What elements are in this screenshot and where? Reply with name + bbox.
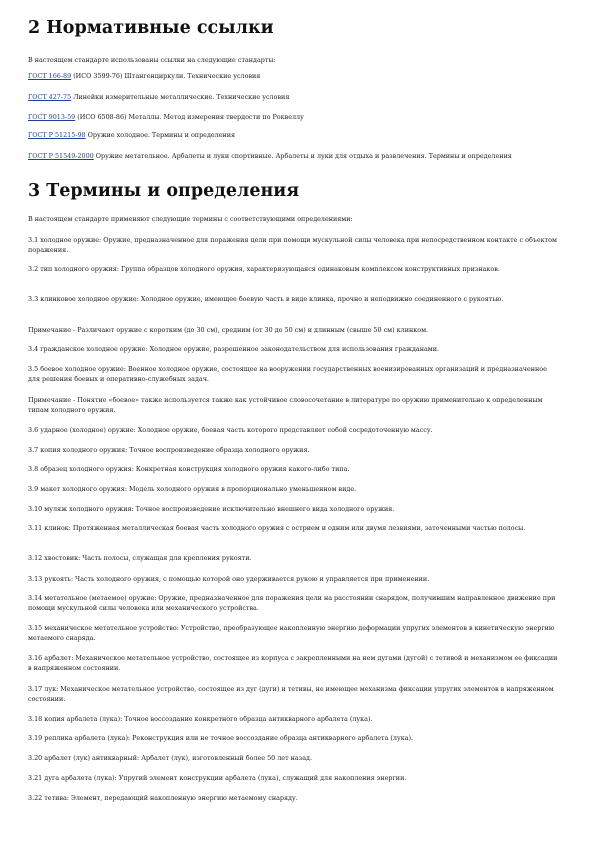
term-definition: 3.1 холодное оружие: Оружие, предназначенное для поражения цели при помощи мускульной силы человека при непосредственном контакте с объектом поражения. [28,236,557,254]
term-definition: 3.15 механическое метательное устройство: Устройство, преобразующее накопленную энергию деформации упругих элементов в кинетическую энергию метаемого снаряда. [28,624,555,642]
term-definition: 3.9 макет холодного оружия: Модель холодного оружия в пропорционально уменьшенном виде. [28,485,357,493]
term-definition: 3.22 тетива: Элемент, передающий накопленную энергию метаемому снаряду. [28,794,298,802]
reference-description: Оружие метательное. Арбалеты и луки спортивные. Арбалеты и луки для отдыха и развлечения. Термины и определения [93,152,512,160]
reference-link[interactable]: ГОСТ 427-75 [28,93,72,101]
term-definition: 3.3 клинковое холодное оружие: Холодное оружие, имеющее боевую часть в виде клинка, прочно и неподвижно соединенного с рукоятью. [28,295,504,303]
term-definition: 3.11 клинок: Протяженная металлическая боевая часть холодного оружия с острием и одним или двумя лезвиями, заточенными частью полосы. [28,524,526,532]
term-definition: 3.21 дуга арбалета (лука): Упругий элемент конструкции арбалета (лука), служащий для накопления энергии. [28,774,407,782]
reference-item [28,93,560,103]
term-definition: 3.14 метательное (метаемое) оружие: Оружие, предназначенное для поражения цели на расстоянии снарядом, получившим направленное движение при помощи мускульной силы человека или механического устройства. [28,594,556,612]
reference-item [28,113,560,123]
term-definition: 3.10 муляж холодного оружия: Точное воспроизведение исключительно внешнего вида холодного оружия. [28,505,395,513]
reference-description: (ИСО 3599-76) Штангенциркули. Технические условия [71,72,261,80]
reference-description: Линейки измерительные металлические. Технические условия [71,93,290,101]
term-definition: 3.13 рукоять: Часть холодного оружия, с помощью которой оно удерживается рукою и управляется при применении. [28,575,430,583]
term-definition: 3.6 ударное (холодное) оружие: Холодное оружие, боевая часть которого представляет собой сосредоточенную массу. [28,426,433,434]
term-definition: 3.16 арбалет: Механическое метательное устройство, состоящее из корпуса с закрепленными на нем дугами (дугой) с тетивой и механизмом ее фиксации в напряженном состоянии. [28,654,558,672]
section-3-heading: 3 Термины и определения [28,181,300,201]
term-definition: 3.18 копия арбалета (лука): Точное воссоздание конкретного образца антикварного арбалета (лука). [28,715,373,723]
term-definition: 3.17 лук: Механическое метательное устройство, состоящее из дуг (дуги) и тетивы, не имеющее механизма фиксации упругих элементов в напряженном состоянии. [28,685,554,703]
term-definition: 3.2 тип холодного оружия: Группа образцов холодного оружия, характеризующаяся одинаковым комплексом конструктивных признаков. [28,265,500,273]
reference-description: (ИСО 6508-86) Металлы. Метод измерения твердости по Роквеллу [75,113,304,121]
section-2-intro: В настоящем стандарте использованы ссылки на следующие стандарты: [28,56,276,64]
term-definition: 3.4 гражданское холодное оружие: Холодное оружие, разрешенное законодательством для использования гражданами. [28,345,440,353]
term-note: Примечание - Понятие «боевое» также используется также как устойчивое словосочетание в литературе по оружию применительно к определенным типам холодного оружия. [28,396,543,414]
section-3-intro: В настоящем стандарте применяют следующие термины с соответствующими определениями: [28,215,353,223]
term-note: Примечание - Различают оружие с коротким (до 30 см), средним (от 30 до 50 см) и длинным (свыше 50 см) клинком. [28,326,429,334]
term-definition: 3.20 арбалет (лук) антикварный: Арбалет (лук), изготовленный более 50 лет назад. [28,754,312,762]
term-definition: 3.19 реплика арбалета (лука): Реконструкция или не точное воссоздание образца антикварного арбалета (лука). [28,734,414,742]
reference-item [28,152,560,162]
term-definition: 3.12 хвостовик: Часть полосы, служащая для крепления рукояти. [28,554,252,562]
reference-link[interactable]: ГОСТ 9013-59 [28,113,76,121]
reference-link[interactable]: ГОСТ Р 51549-2000 [28,152,94,160]
reference-link[interactable]: ГОСТ Р 51215-98 [28,131,86,139]
term-definition: 3.5 боевое холодное оружие: Военное холодное оружие, состоящее на вооружении государственных военизированных организаций и предназначенное для решения боевых и оперативно-служебных задач. [28,365,547,383]
term-definition: 3.8 образец холодного оружия: Конкретная конструкция холодного оружия какого-либо типа. [28,465,350,473]
reference-link[interactable]: ГОСТ 166-89 [28,72,72,80]
reference-description: Оружие холодное. Термины и определения [85,131,236,139]
term-definition: 3.7 копия холодного оружия: Точное воспроизведение образца холодного оружия. [28,446,310,454]
reference-item [28,131,560,141]
section-2-heading: 2 Нормативные ссылки [28,18,274,38]
reference-item [28,72,560,82]
